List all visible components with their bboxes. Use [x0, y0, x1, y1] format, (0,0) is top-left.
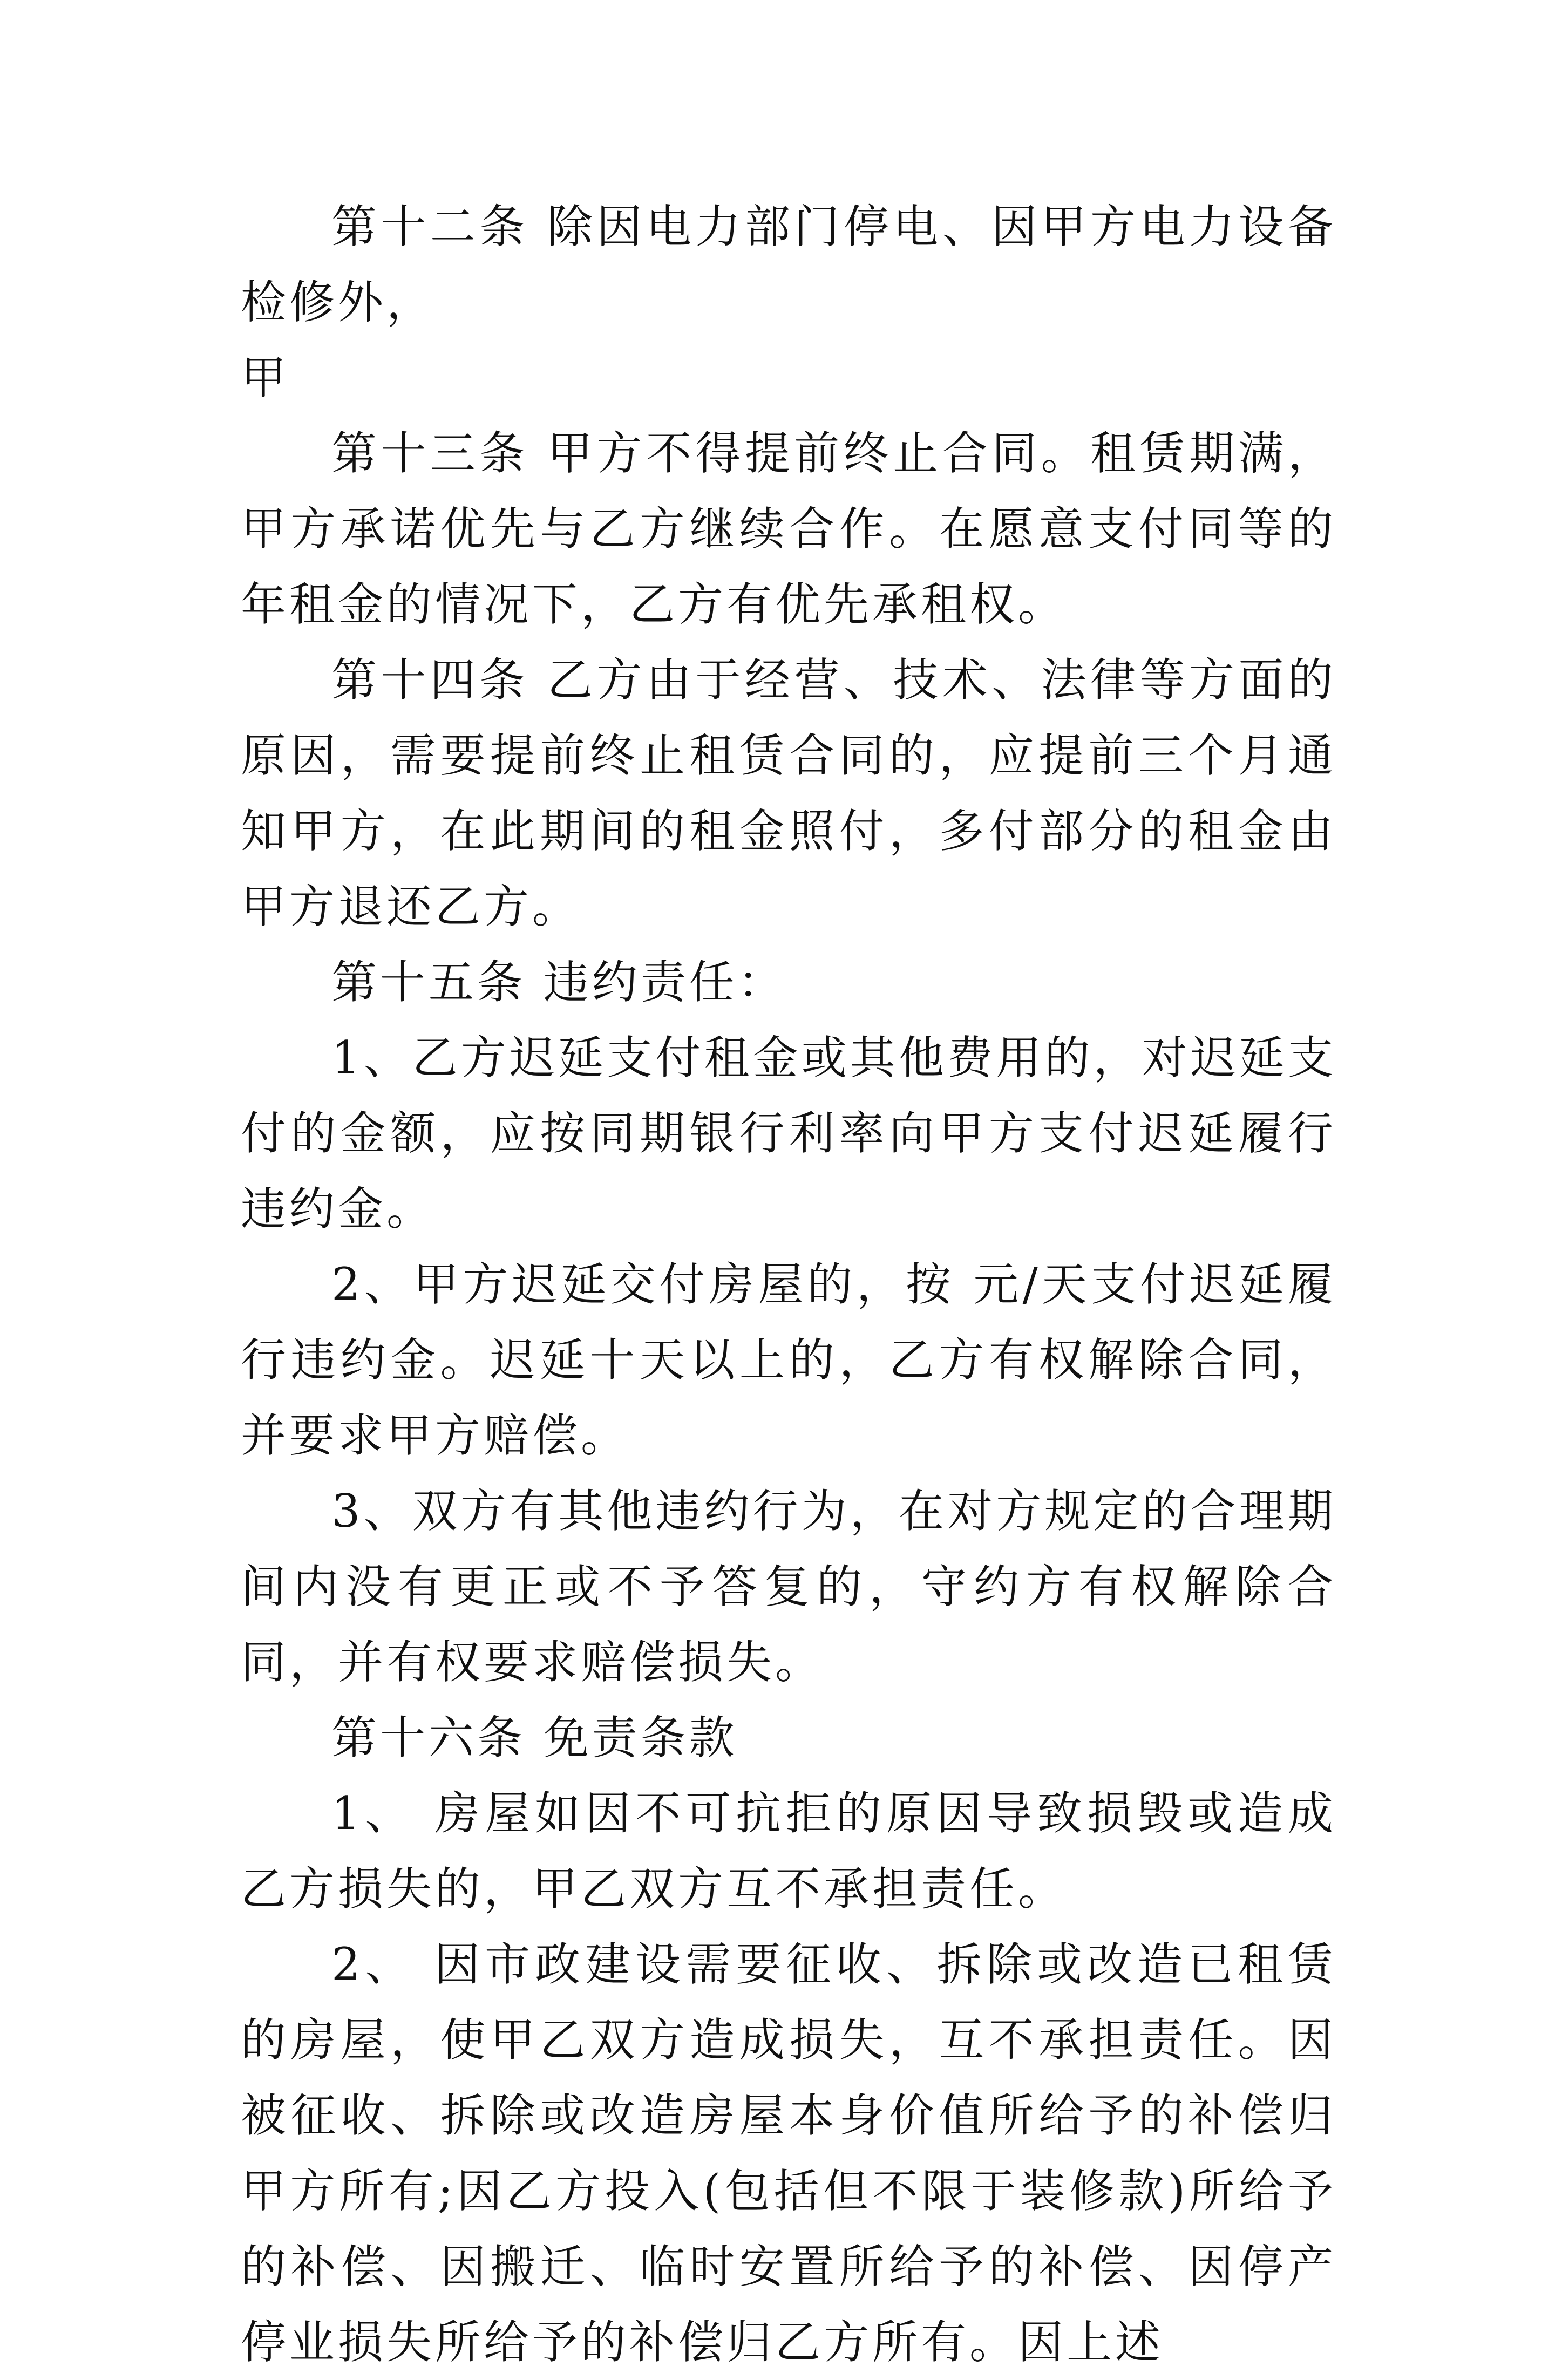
article-12-paragraph: 第十二条 除因电力部门停电、因甲方电力设备检修外，	[241, 200, 1336, 329]
article-15-item-1: 1、乙方迟延支付租金或其他费用的，对迟延支付的金额，应按同期银行利率向甲方支付迟延履行违约金。	[241, 1031, 1336, 1235]
document-body	[241, 189, 1336, 2380]
article-16-heading: 第十六条 免责条款	[331, 1711, 738, 1764]
article-16-item-2: 2、 因市政建设需要征收、拆除或改造已租赁的房屋，使甲乙双方造成损失，互不承担责任。因被征收、拆除或改造房屋本身价值所给予的补偿归甲方所有;因乙方投入(包括但不限于装修款)所给予的补偿、因搬迁、临时安置所给予的补偿、因停产停业损失所给予的补偿归乙方所有。因上述	[241, 1938, 1336, 2369]
article-15-item-2: 2、甲方迟延交付房屋的，按 元/天支付迟延履行违约金。迟延十天以上的，乙方有权解除合同，并要求甲方赔偿。	[241, 1258, 1336, 1462]
article-14-paragraph: 第十四条 乙方由于经营、技术、法律等方面的原因，需要提前终止租赁合同的，应提前三个月通知甲方，在此期间的租金照付，多付部分的租金由甲方退还乙方。	[241, 654, 1336, 933]
article-15-heading: 第十五条 违约责任：	[331, 956, 786, 1009]
article-12-continuation: 甲	[241, 351, 290, 404]
article-13-paragraph: 第十三条 甲方不得提前终止合同。租赁期满，甲方承诺优先与乙方继续合作。在愿意支付同等的年租金的情况下，乙方有优先承租权。	[241, 427, 1336, 631]
article-15-item-3: 3、双方有其他违约行为，在对方规定的合理期间内没有更正或不予答复的，守约方有权解除合同，并有权要求赔偿损失。	[241, 1485, 1336, 1689]
article-16-item-1: 1、 房屋如因不可抗拒的原因导致损毁或造成乙方损失的，甲乙双方互不承担责任。	[241, 1787, 1336, 1915]
